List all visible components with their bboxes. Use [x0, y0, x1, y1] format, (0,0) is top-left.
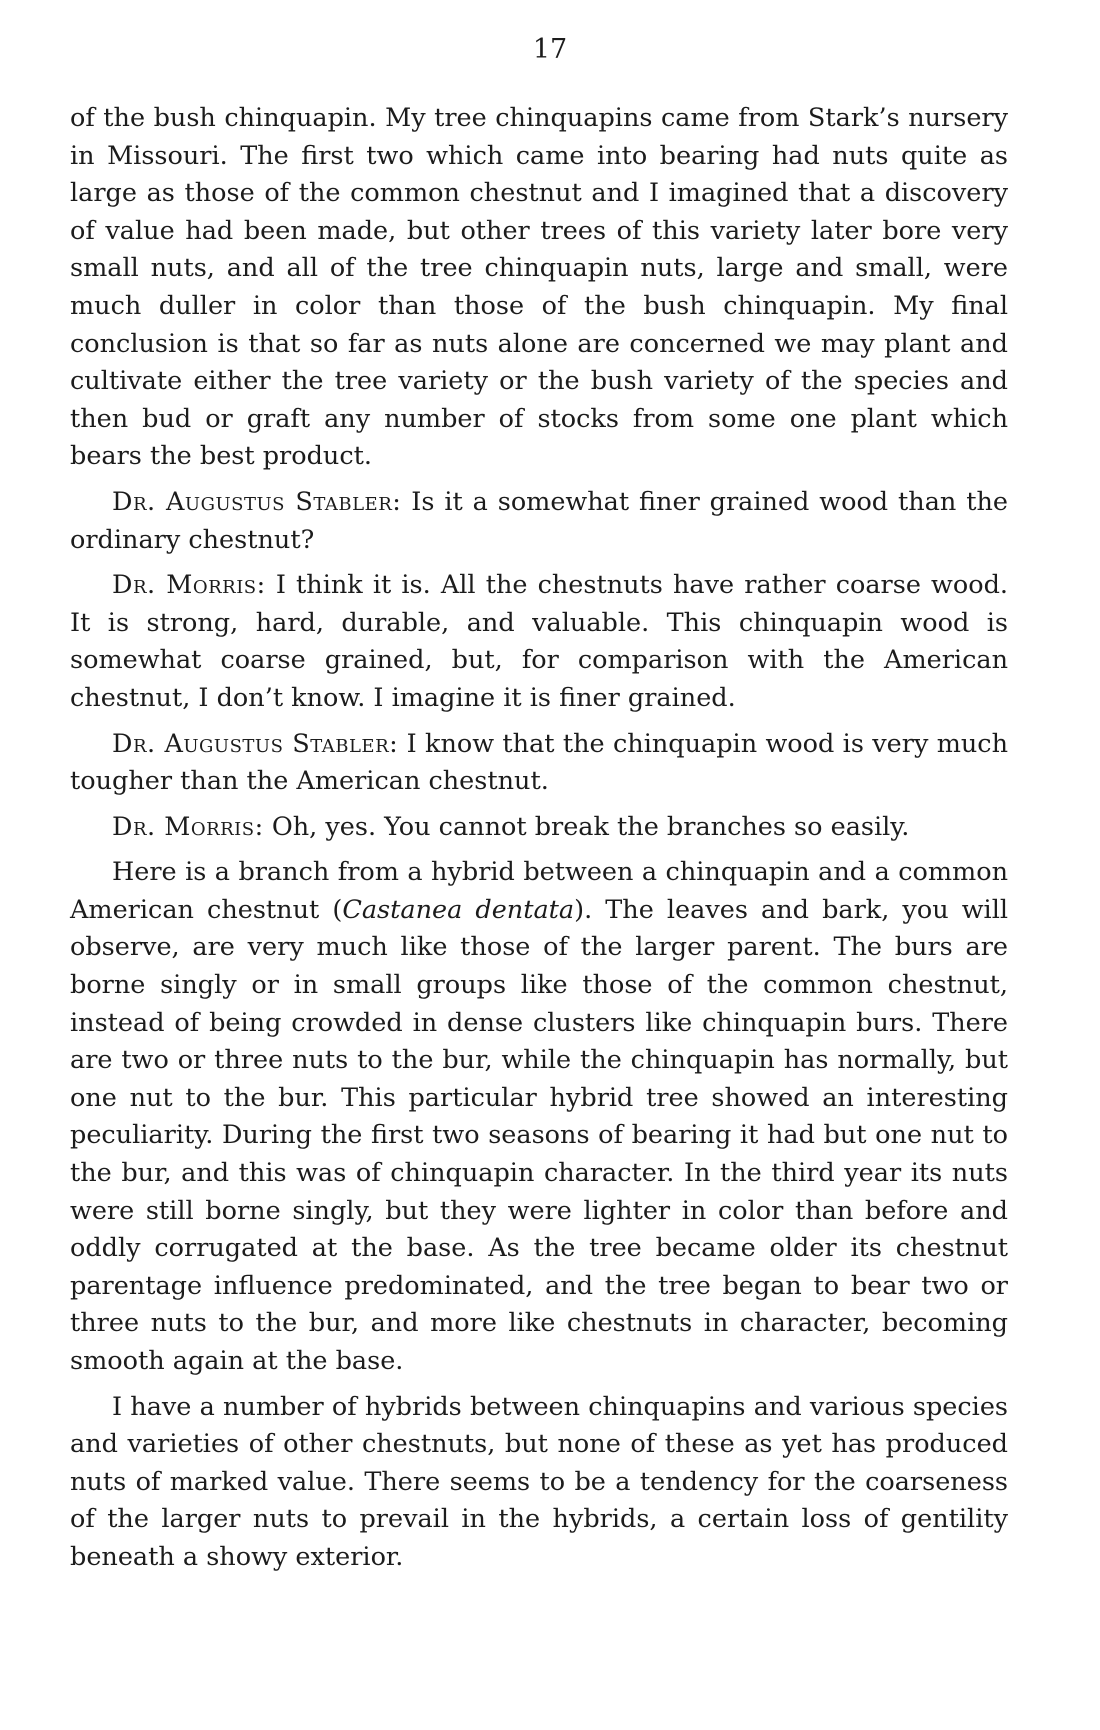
dialogue-stabler-remark [70, 726, 1008, 801]
page-number: 17 [532, 34, 568, 65]
speaker-name: Dr. Augustus Stabler: [112, 728, 399, 759]
dialogue-morris-reply [70, 809, 1008, 847]
paragraph-text-start: Here is a branch from a hybrid between a chinquapin and a common American chestnut ( [70, 857, 1008, 925]
speaker-name: Dr. Morris: [112, 811, 264, 842]
speech-text: Is it a somewhat finer grained wood than the ordinary chestnut? [70, 486, 1008, 555]
speech-text: Oh, yes. You cannot break the branches so easily. [271, 811, 910, 842]
speaker-name: Dr. Augustus Stabler: [112, 486, 402, 517]
dialogue-stabler-question [70, 484, 1008, 559]
speech-text: I know that the chinquapin wood is very much tougher than the American chestnut. [70, 728, 1009, 797]
paragraph-hybrid-branch [70, 854, 1008, 1380]
species-name: Castanea dentata [342, 894, 575, 925]
paragraph-continuation: of the bush chinquapin. My tree chinquapins came from Stark’s nursery in Missouri. The first two which came into bearing had nuts quite as large as those of the common chestnut and I imagined that a discovery of value had been made, but other trees of this variety later bore very small nuts, and all of the tree chinquapin nuts, large and small, were much duller in color than those of the bush chinquapin. My final conclusion is that so far as nuts alone are concerned we may plant and cultivate either the tree variety or the bush variety of the species and then bud or graft any number of stocks from some one plant which bears the best product. [70, 103, 1008, 472]
body-text [70, 100, 1008, 1585]
dialogue-morris-answer [70, 567, 1008, 717]
paragraph-text-end: ). The leaves and bark, you will observe, are very much like those of the larger parent. The burs are borne singly or in small groups like those of the common chestnut, instead of being crowded in dense clusters like chinquapin burs. There are two or three nuts to the bur, while the chinquapin has normally, but one nut to the bur. This particular hybrid tree showed an interesting peculiarity. During the first two seasons of bearing it had but one nut to the bur, and this was of chinquapin character. In the third year its nuts were still borne singly, but they were lighter in color than before and oddly corrugated at the base. As the tree became older its chestnut parentage influence predominated, and the tree began to bear two or three nuts to the bur, and more like chestnuts in character, becoming smooth again at the base. [70, 894, 1009, 1376]
speech-text: I think it is. All the chestnuts have rather coarse wood. It is strong, hard, durable, and valuable. This chinquapin wood is somewhat coarse grained, but, for comparison with the American chestnut, I don’t know. I imagine it is finer grained. [70, 570, 1008, 713]
paragraph-hybrids-conclusion: I have a number of hybrids between chinquapins and various species and varieties of other chestnuts, but none of these as yet has produced nuts of marked value. There seems to be a tendency for the coarseness of the larger nuts to prevail in the hybrids, a certain loss of gentility beneath a showy exterior. [70, 1391, 1008, 1572]
speaker-name: Dr. Morris: [112, 570, 266, 601]
